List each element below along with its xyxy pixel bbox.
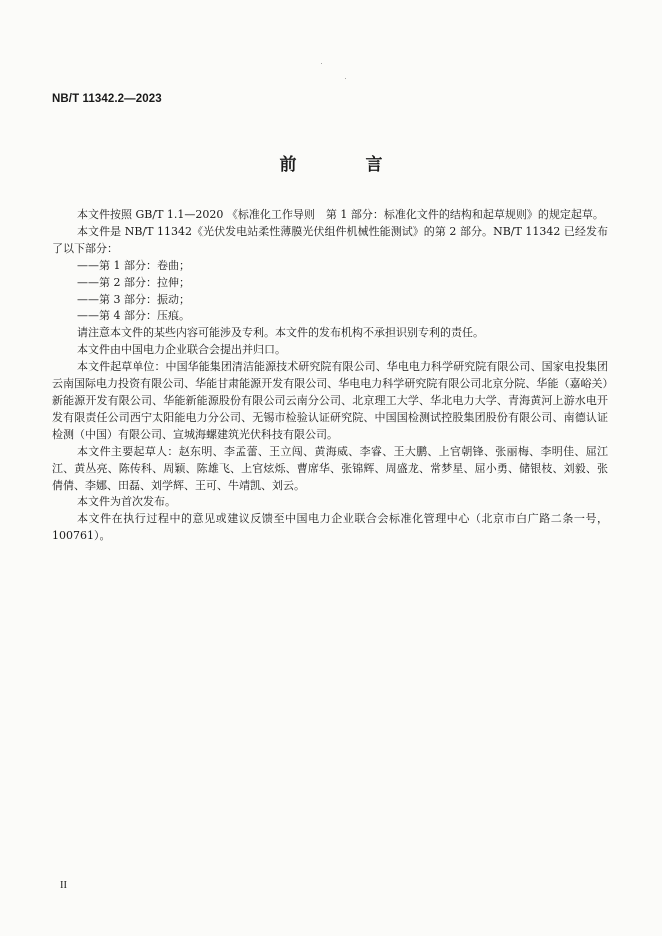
standard-code: NB/T 11342.2—2023 — [52, 93, 162, 105]
paragraph-drafting-rules: 本文件按照 GB/T 1.1—2020 《标准化工作导则 第 1 部分：标准化文件的结构和起草规则》的规定起草。 — [77, 208, 604, 221]
paragraph-feedback: 本文件在执行过程中的意见或建议反馈至中国电力企业联合会标准化管理中心（北京市白广路二条一号，100761）。 — [52, 512, 608, 543]
paragraph-patent-notice: 请注意本文件的某些内容可能涉及专利。本文件的发布机构不承担识别专利的责任。 — [77, 326, 484, 340]
paragraph-first-release: 本文件为首次发布。 — [77, 495, 176, 509]
list-item-part-1: ——第 1 部分：卷曲； — [77, 258, 190, 272]
paragraph-series-description: 本文件是 NB/T 11342《光伏发电站柔性薄膜光伏组件机械性能测试》的第 2 部分。NB/T 11342 已经发布了以下部分： — [52, 224, 608, 255]
page-number: II — [60, 880, 67, 891]
list-item-part-2: ——第 2 部分：拉伸； — [77, 275, 190, 289]
paragraph-drafters: 本文件主要起草人：赵东明、李孟蕾、王立闯、黄海威、李睿、王大鹏、上官朝锋、张丽梅、李明佳、屈江江、黄丛亮、陈传科、周颖、陈雄飞、上官炫烁、曹席华、张锦辉、周盛龙、常梦星、屈小勇、储银枝、刘毅、张倩倩、李娜、田磊、刘学辉、王可、牛靖凯、刘云。 — [52, 444, 608, 492]
paragraph-proposer: 本文件由中国电力企业联合会提出并归口。 — [77, 343, 286, 357]
list-item-part-4: ——第 4 部分：压痕。 — [77, 309, 190, 323]
list-item-part-3: ——第 3 部分：振动； — [77, 292, 190, 306]
scan-speck — [321, 63, 322, 64]
paragraph-drafting-units: 本文件起草单位：中国华能集团清洁能源技术研究院有限公司、华电电力科学研究院有限公司、国家电投集团云南国际电力投资有限公司、华能甘肃能源开发有限公司、华电电力科学研究院有限公司北京分院、华能（嘉峪关）新能源开发有限公司、华能新能源股份有限公司云南分公司、北京理工大学、华北电力大学、青海黄河上游水电开发有限责任公司西宁太阳能电力分公司、无锡市检验认证研究院、中国国检测试控股集团股份有限公司、南德认证检测（中国）有限公司、宣城海螺建筑光伏科技有限公司。 — [52, 360, 608, 441]
scan-speck — [345, 78, 346, 79]
foreword-body — [52, 207, 608, 545]
page-title: 前 言 — [279, 155, 409, 175]
